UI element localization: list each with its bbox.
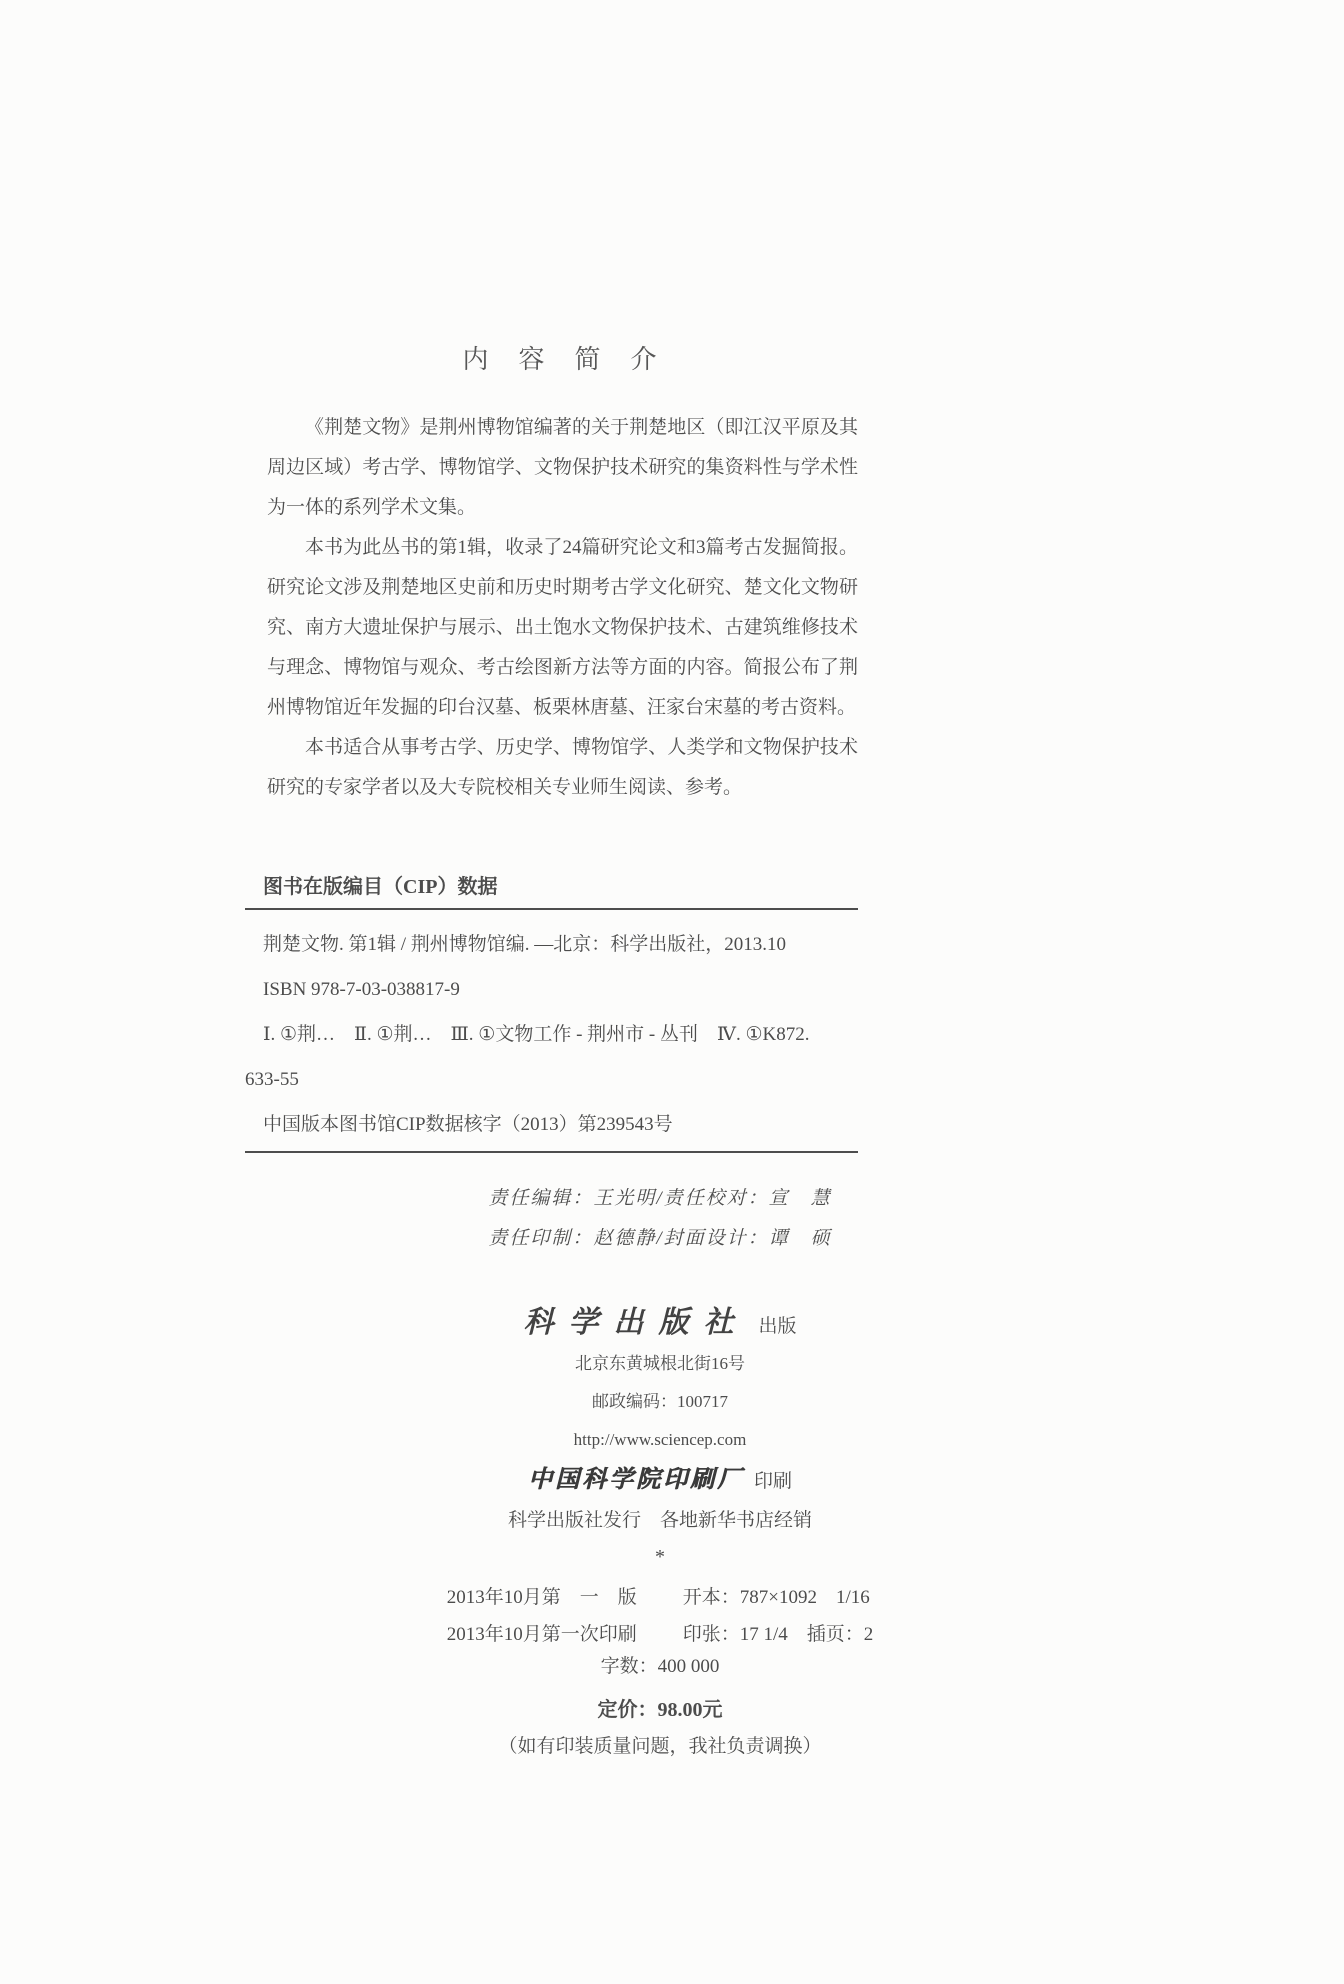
page-title: 内 容 简 介 (462, 345, 659, 374)
cip-section (245, 872, 858, 1153)
edition-printing-cell: 2013年10月第一次印刷 (446, 1624, 637, 1645)
print-label: 印刷 (753, 1471, 792, 1492)
separator-star: * (655, 1546, 665, 1568)
credits-printing-line: 责任印制：赵德静/封面设计：谭 硕 (488, 1228, 832, 1249)
intro-paragraph-3: 本书适合从事考古学、历史学、博物馆学、人类学和文物保护技术研究的专家学者以及大专院校相关专业师生阅读、参考。 (267, 737, 858, 798)
cip-body (245, 922, 858, 1147)
cip-rule-upper (245, 908, 858, 910)
intro-section (267, 408, 858, 808)
edition-version-cell: 2013年10月第 一 版 (446, 1587, 637, 1608)
publisher-line (245, 1303, 1075, 1343)
cip-record-number-line: 中国版本图书馆CIP数据核字（2013）第239543号 (263, 1114, 673, 1135)
distribution-line: 科学出版社发行 各地新华书店经销 (507, 1510, 812, 1531)
credits-block (488, 1179, 831, 1259)
publisher-url: http://www.sciencep.com (573, 1430, 747, 1449)
word-count-line: 字数：400 000 (600, 1656, 720, 1677)
cip-classification-line: Ⅰ. ①荆… Ⅱ. ①荆… Ⅲ. ①文物工作 - 荆州市 - 丛刊 Ⅳ. ①K872. (263, 1024, 810, 1045)
publisher-logotype: 科学出版社 (523, 1306, 749, 1339)
intro-paragraph-1: 《荆楚文物》是荆州博物馆编著的关于荆楚地区（即江汉平原及其周边区域）考古学、博物馆学、文物保护技术研究的集资料性与学术性为一体的系列学术文集。 (267, 417, 858, 518)
credits-editors-line: 责任编辑：王光明/责任校对：宣 慧 (488, 1188, 832, 1209)
cip-title-line: 荆楚文物. 第1辑 / 荆州博物馆编. —北京：科学出版社，2013.10 (263, 934, 787, 955)
sheets-spec-cell: 印张：17 1/4 插页：2 (682, 1624, 874, 1645)
cip-isbn-line: ISBN 978-7-03-038817-9 (263, 979, 460, 1000)
cip-heading: 图书在版编目（CIP）数据 (263, 876, 498, 898)
price-line: 定价：98.00元 (597, 1699, 723, 1721)
edition-table (245, 1579, 1075, 1653)
publish-label: 出版 (758, 1316, 797, 1337)
publisher-postcode: 邮政编码：100717 (592, 1392, 728, 1411)
colophon-block (245, 1153, 1075, 1761)
printer-line (245, 1463, 1075, 1497)
cip-classification-continuation: 633-55 (245, 1069, 299, 1090)
format-spec-cell: 开本：787×1092 1/16 (682, 1587, 870, 1608)
printer-logotype: 中国科学院印刷厂 (527, 1467, 744, 1493)
upper-text-block (245, 0, 858, 1153)
quality-note-line: （如有印装质量问题，我社负责调换） (498, 1736, 822, 1757)
intro-paragraph-2: 本书为此丛书的第1辑，收录了24篇研究论文和3篇考古发掘简报。研究论文涉及荆楚地区史前和历史时期考古学文化研究、楚文化文物研究、南方大遗址保护与展示、出土饱水文物保护技术、古建筑维修技术与理念、博物馆与观众、考古绘图新方法等方面的内容。简报公布了荆州博物馆近年发掘的印台汉墓、板栗林唐墓、汪家台宋墓的考古资料。 (267, 537, 858, 718)
publisher-address: 北京东黄城根北街16号 (575, 1354, 745, 1373)
